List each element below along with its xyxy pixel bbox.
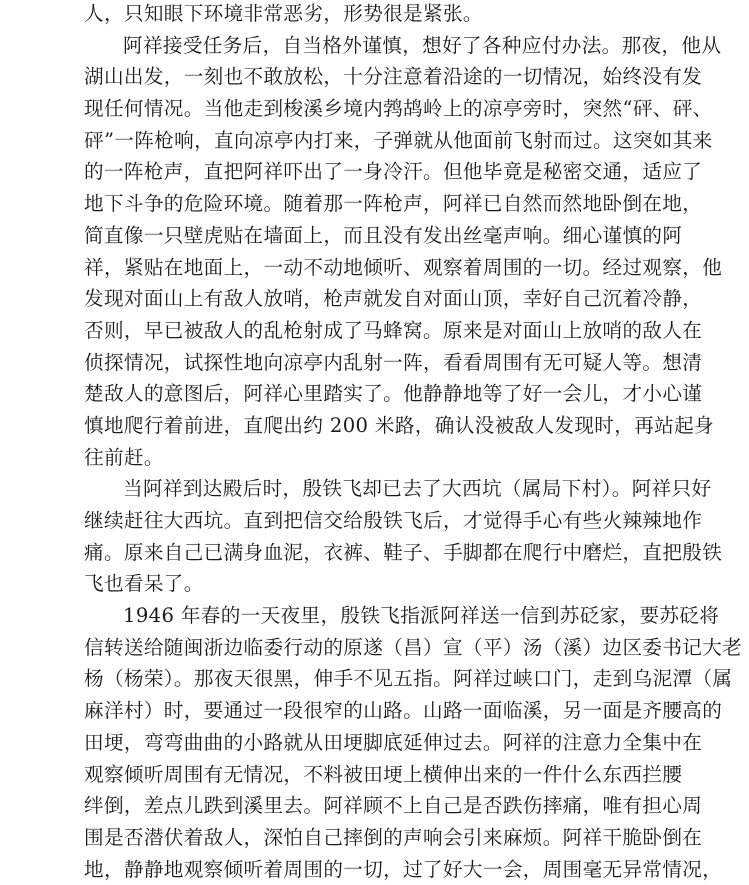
- text-line: 痛。原来自己已满身血泥，衣裤、鞋子、手脚都在爬行中磨烂，直把殷铁: [84, 540, 723, 564]
- text-line: 当阿祥到达殿后时，殷铁飞却已去了大西坑（属局下村）。阿祥只好: [123, 477, 712, 501]
- text-line: 观察倾听周围有无情况，不料被田埂上横伸出来的一件什么东西拦腰: [84, 762, 683, 786]
- text-line: 杨（杨荣）。那夜天很黑，伸手不见五指。阿祥过峡口门，走到乌泥潭（属: [84, 667, 733, 691]
- text-line: 的一阵枪声，直把阿祥吓出了一身冷汗。但他毕竟是秘密交通，适应了: [84, 160, 703, 184]
- text-line: 慎地爬行着前进，直爬出约 200 米路，确认没被敌人发现时，再站起身: [84, 413, 714, 437]
- text-line: 湖山出发，一刻也不敢放松，十分注意着沿途的一切情况，始终没有发: [84, 65, 703, 89]
- text-line: 绊倒，差点儿跌到溪里去。阿祥顾不上自己是否跌伤摔痛，唯有担心周: [84, 794, 703, 818]
- text-line: 侦探情况，试探性地向凉亭内乱射一阵，看看周围有无可疑人等。想清: [84, 350, 703, 374]
- paragraph-4: [84, 600, 743, 885]
- text-line: 田埂，弯弯曲曲的小路就从田埂脚底延伸过去。阿祥的注意力全集中在: [84, 730, 703, 754]
- text-line: 往前赶。: [84, 445, 164, 469]
- paragraph-2: [84, 30, 723, 474]
- text-line: 继续赶往大西坑。直到把信交给殷铁飞后，才觉得手心有些火辣辣地作: [84, 509, 703, 532]
- text-line: 楚敌人的意图后，阿祥心里踏实了。他静静地等了好一会儿，才小心谨: [84, 382, 703, 406]
- text-line: 麻洋村）时，要通过一段很窄的山路。山路一面临溪，另一面是齐腰高的: [84, 699, 723, 723]
- text-line: 砰”一阵枪响，直向凉亭内打来，子弹就从他面前飞射而过。这突如其来: [84, 128, 713, 152]
- text-line: 阿祥接受任务后，自当格外谨慎，想好了各种应付办法。那夜，他从: [123, 33, 722, 57]
- paragraph-3: [84, 473, 723, 600]
- text-line: 人，只知眼下环境非常恶劣，形势很是紧张。: [84, 2, 483, 25]
- text-line: 地，静静地观察倾听着周围的一切，过了好大一会，周围毫无异常情况，: [84, 857, 723, 881]
- text-line: 地下斗争的危险环境。随着那一阵枪声，阿祥已自然而然地卧倒在地，: [84, 192, 703, 216]
- text-line: 现任何情况。当他走到梭溪乡境内鹁鸪岭上的凉亭旁时，突然“砰、砰、: [84, 97, 713, 121]
- document-page: [84, 0, 743, 885]
- text-line: 1946 年春的一天夜里，殷铁飞指派阿祥送一信到苏砭家，要苏砭将: [123, 604, 720, 628]
- text-line: 否则，早已被敌人的乱枪射成了马蜂窝。原来是对面山上放哨的敌人在: [84, 318, 703, 342]
- text-line: 围是否潜伏着敌人，深怕自己摔倒的声响会引来麻烦。阿祥干脆卧倒在: [84, 825, 703, 849]
- text-line: 信转送给随闽浙边临委行动的原遂（昌）宣（平）汤（溪）边区委书记大老: [84, 635, 743, 659]
- text-line: 发现对面山上有敌人放哨，枪声就发自对面山顶，幸好自己沉着冷静，: [84, 287, 703, 311]
- paragraph-1: [84, 0, 644, 30]
- text-line: 简直像一只壁虎贴在墙面上，而且没有发出丝毫声响。细心谨慎的阿: [84, 223, 683, 247]
- text-line: 祥，紧贴在地面上，一动不动地倾听、观察着周围的一切。经过观察，他: [84, 255, 723, 279]
- text-line: 飞也看呆了。: [84, 572, 204, 596]
